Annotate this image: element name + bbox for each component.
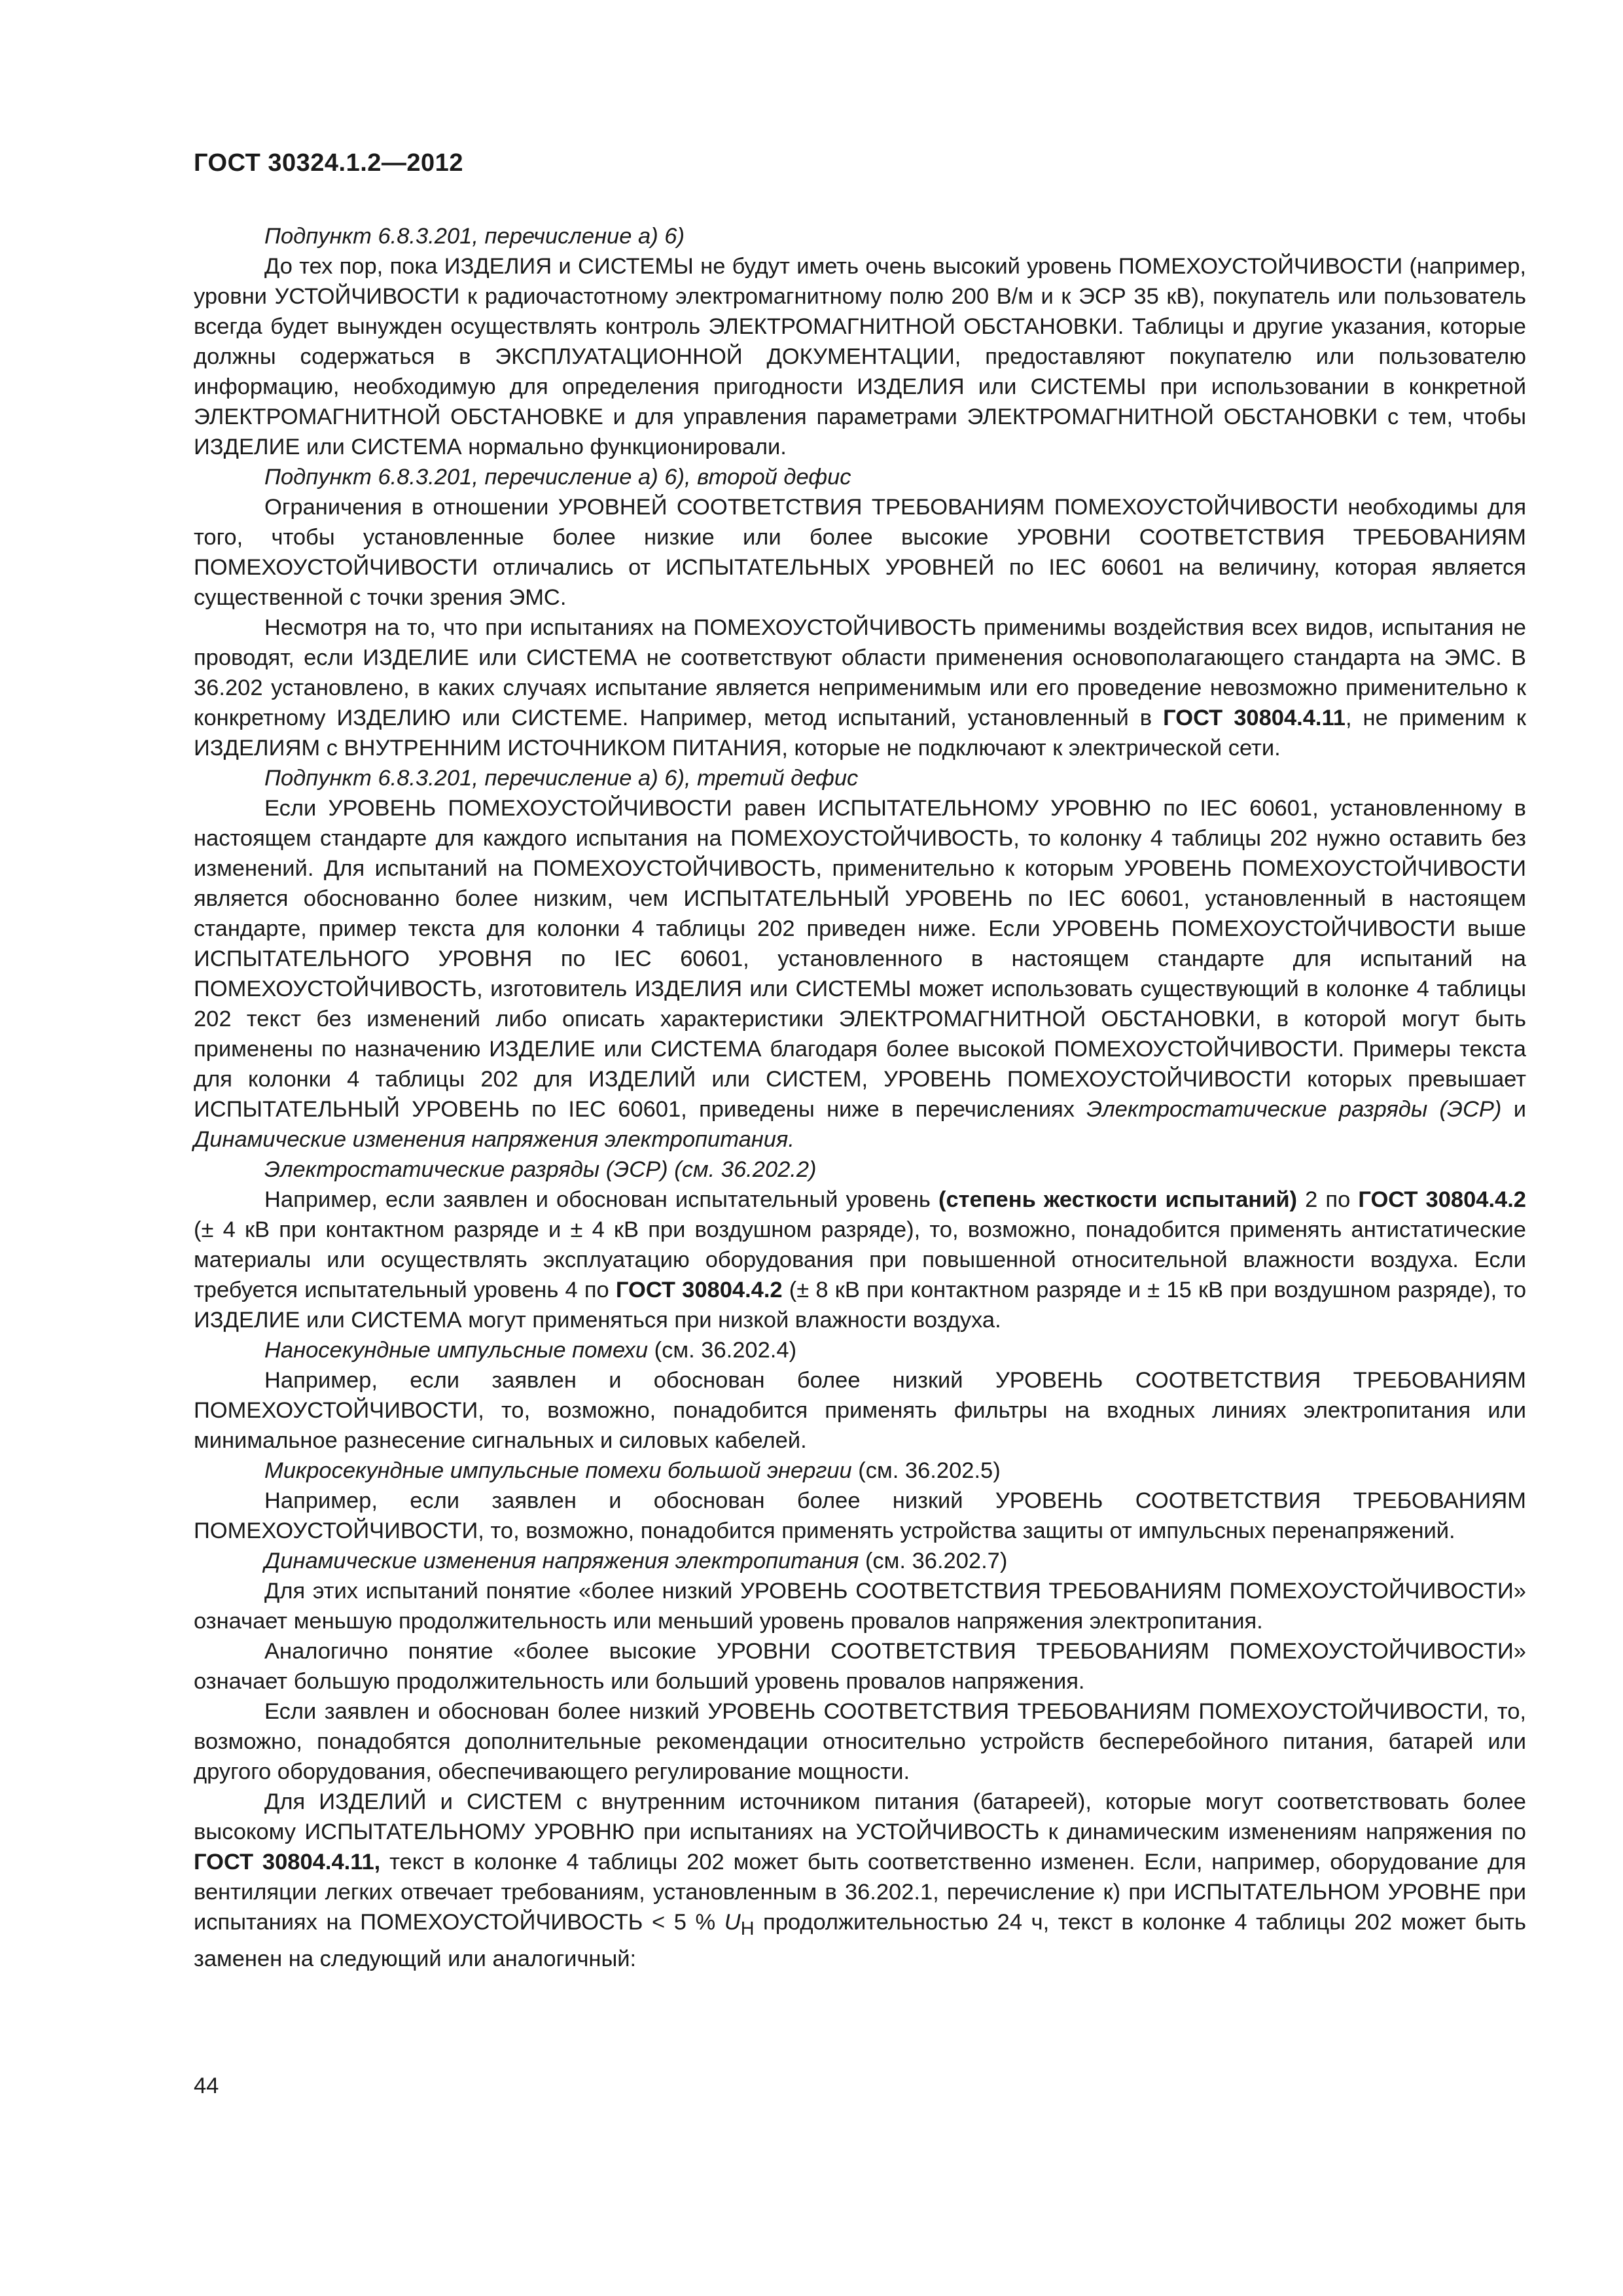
paragraph: Например, если заявлен и обоснован более низкий УРОВЕНЬ СООТВЕТСТВИЯ ТРЕБОВАНИЯМ ПОМЕХОУСТОЙЧИВОСТИ, то, возможно, понадобится применять устройства защиты от импульсных перенапряжений. bbox=[194, 1488, 1526, 1543]
heading-ref: (см. 36.202.4) bbox=[648, 1338, 797, 1363]
text-run: текст в колонке 4 таблицы 202 может быть соответственно изменен. Если, например, оборудование для вентиляции легких отвечает требованиям, установленным в 36.202.1, перечисление к) при ИСПЫТАТЕЛЬНОМ УРОВНЕ при испытаниях на ПОМЕХОУСТОЙЧИВОСТЬ < 5 % bbox=[194, 1850, 1526, 1935]
paragraph bbox=[194, 1185, 1526, 1335]
italic-term: Электростатические разряды (ЭСР) bbox=[1086, 1097, 1502, 1122]
paragraph: Аналогично понятие «более высокие УРОВНИ СООТВЕТСТВИЯ ТРЕБОВАНИЯМ ПОМЕХОУСТОЙЧИВОСТИ» означает большую продолжительность или больший уровень провалов напряжения. bbox=[194, 1639, 1526, 1694]
voltage-subscript: H bbox=[740, 1918, 755, 1939]
section-heading bbox=[194, 1546, 1526, 1576]
standard-reference: ГОСТ 30804.4.11, bbox=[194, 1850, 381, 1874]
standard-reference: ГОСТ 30804.4.2 bbox=[615, 1278, 783, 1302]
text-run: Для ИЗДЕЛИЙ и СИСТЕМ с внутренним источником питания (батареей), которые могут соответствовать более высокому ИСПЫТАТЕЛЬНОМУ УРОВНЮ при испытаниях на УСТОЙЧИВОСТЬ к динамическим изменениям напряжения по bbox=[194, 1789, 1526, 1844]
text-run: Несмотря на то, что при испытаниях на ПОМЕХОУСТОЙЧИВОСТЬ применимы воздействия всех видов, испытания не проводят, если ИЗДЕЛИЕ или СИСТЕМА не соответствуют области применения основополагающего стандарта на ЭМС. В 36.202 установлено, в каких случаях испытание является неприменимым или его проведение невозможно применительно к конкретному ИЗДЕЛИЮ или СИСТЕМЕ. Например, метод испытаний, установленный в bbox=[194, 615, 1526, 730]
text-run: (± 8 кВ при контактном разряде и ± 15 кВ при воздушном разряде), то ИЗДЕЛИЕ или СИСТЕМА могут применяться при низкой влажности воздуха. bbox=[194, 1278, 1527, 1333]
text-run: и bbox=[1501, 1097, 1527, 1122]
section-heading: Подпункт 6.8.3.201, перечисление а) 6), третий дефис bbox=[264, 766, 859, 791]
paragraph: До тех пор, пока ИЗДЕЛИЯ и СИСТЕМЫ не будут иметь очень высокий уровень ПОМЕХОУСТОЙЧИВОСТИ (например, уровни УСТОЙЧИВОСТИ к радиочастотному электромагнитному полю 200 В/м и к ЭСР 35 кВ), покупатель или пользователь всегда будет вынужден осуществлять контроль ЭЛЕКТРОМАГНИТНОЙ ОБСТАНОВКИ. Таблицы и другие указания, которые должны содержаться в ЭКСПЛУАТАЦИОННОЙ ДОКУМЕНТАЦИИ, предоставляют покупателю или пользователю информацию, необходимую для определения пригодности ИЗДЕЛИЯ или СИСТЕМЫ при использовании в конкретной ЭЛЕКТРОМАГНИТНОЙ ОБСТАНОВКЕ и для управления параметрами ЭЛЕКТРОМАГНИТНОЙ ОБСТАНОВКИ с тем, чтобы ИЗДЕЛИЕ или СИСТЕМА нормально функционировали. bbox=[194, 254, 1526, 459]
heading-italic: Наносекундные импульсные помехи bbox=[264, 1338, 649, 1363]
text-run: Например, если заявлен и обоснован испытательный уровень bbox=[264, 1187, 938, 1212]
paragraph bbox=[194, 613, 1526, 763]
paragraph: Например, если заявлен и обоснован более низкий УРОВЕНЬ СООТВЕТСТВИЯ ТРЕБОВАНИЯМ ПОМЕХОУСТОЙЧИВОСТИ, то, возможно, понадобится применять фильтры на входных линиях электропитания или минимальное разнесение сигнальных и силовых кабелей. bbox=[194, 1368, 1526, 1453]
text-run: 2 по bbox=[1297, 1187, 1359, 1212]
paragraph bbox=[194, 1787, 1526, 1974]
paragraph: Ограничения в отношении УРОВНЕЙ СООТВЕТСТВИЯ ТРЕБОВАНИЯМ ПОМЕХОУСТОЙЧИВОСТИ необходимы для того, чтобы установленные более низкие или более высокие УРОВНИ СООТВЕТСТВИЯ ТРЕБОВАНИЯМ ПОМЕХОУСТОЙЧИВОСТИ отличались от ИСПЫТАТЕЛЬНЫХ УРОВНЕЙ по IEC 60601 на величину, которая является существенной с точки зрения ЭМС. bbox=[194, 495, 1526, 610]
bold-term: (степень жесткости испытаний) bbox=[938, 1187, 1298, 1212]
document-header: ГОСТ 30324.1.2—2012 bbox=[194, 149, 463, 177]
page-number: 44 bbox=[194, 2073, 219, 2098]
paragraph: Если заявлен и обоснован более низкий УРОВЕНЬ СООТВЕТСТВИЯ ТРЕБОВАНИЯМ ПОМЕХОУСТОЙЧИВОСТИ, то, возможно, понадобятся дополнительные рекомендации относительно устройств бесперебойного питания, батарей или другого оборудования, обеспечивающего регулирование мощности. bbox=[194, 1699, 1526, 1784]
text-run: (± 4 кВ при контактном разряде и ± 4 кВ при воздушном разряде), то, возможно, понадобится применять антистатические материалы или осуществлять эксплуатацию оборудования при повышенной относительной влажности воздуха. Если требуется испытательный уровень 4 по bbox=[194, 1217, 1526, 1302]
section-heading bbox=[194, 1456, 1526, 1486]
section-heading: Подпункт 6.8.3.201, перечисление а) 6), второй дефис bbox=[264, 465, 851, 490]
paragraph: Для этих испытаний понятие «более низкий УРОВЕНЬ СООТВЕТСТВИЯ ТРЕБОВАНИЯМ ПОМЕХОУСТОЙЧИВОСТИ» означает меньшую продолжительность или меньший уровень провалов напряжения электропитания. bbox=[194, 1579, 1526, 1634]
italic-term: Динамические изменения напряжения электропитания. bbox=[194, 1127, 794, 1152]
text-run: продолжительностью 24 ч, текст в колонке 4 таблицы 202 может быть заменен на следующий или аналогичный: bbox=[194, 1910, 1526, 1971]
heading-italic: Микросекундные импульсные помехи большой энергии bbox=[264, 1458, 852, 1483]
text-run: , не применим к ИЗДЕЛИЯМ с ВНУТРЕННИМ ИСТОЧНИКОМ ПИТАНИЯ, которые не подключают к электрической сети. bbox=[194, 706, 1526, 761]
heading-ref: (см. 36.202.7) bbox=[859, 1549, 1008, 1573]
section-heading bbox=[194, 1335, 1526, 1365]
section-heading: Электростатические разряды (ЭСР) (см. 36.202.2) bbox=[264, 1157, 817, 1182]
voltage-symbol: U bbox=[724, 1910, 741, 1935]
standard-reference: ГОСТ 30804.4.11 bbox=[1163, 706, 1346, 730]
heading-italic: Динамические изменения напряжения электропитания bbox=[264, 1549, 859, 1573]
section-heading: Подпункт 6.8.3.201, перечисление а) 6) bbox=[264, 224, 685, 249]
paragraph bbox=[194, 793, 1526, 1155]
text-run: Если УРОВЕНЬ ПОМЕХОУСТОЙЧИВОСТИ равен ИСПЫТАТЕЛЬНОМУ УРОВНЮ по IEC 60601, установленному в настоящем стандарте для каждого испытания на ПОМЕХОУСТОЙЧИВОСТЬ, то колонку 4 таблицы 202 нужно оставить без изменений. Для испытаний на ПОМЕХОУСТОЙЧИВОСТЬ, применительно к которым УРОВЕНЬ ПОМЕХОУСТОЙЧИВОСТИ является обоснованно более низким, чем ИСПЫТАТЕЛЬНЫЙ УРОВЕНЬ по IEC 60601, установленный в настоящем стандарте, пример текста для колонки 4 таблицы 202 приведен ниже. Если УРОВЕНЬ ПОМЕХОУСТОЙЧИВОСТИ выше ИСПЫТАТЕЛЬНОГО УРОВНЯ по IEC 60601, установленного в настоящем стандарте для испытаний на ПОМЕХОУСТОЙЧИВОСТЬ, изготовитель ИЗДЕЛИЯ или СИСТЕМЫ может использовать существующий в колонке 4 таблицы 202 текст без изменений либо описать характеристики ЭЛЕКТРОМАГНИТНОЙ ОБСТАНОВКИ, в которой могут быть применены по назначению ИЗДЕЛИЕ или СИСТЕМА благодаря более высокой ПОМЕХОУСТОЙЧИВОСТИ. Примеры текста для колонки 4 таблицы 202 для ИЗДЕЛИЙ или СИСТЕМ, УРОВЕНЬ ПОМЕХОУСТОЙЧИВОСТИ которых превышает ИСПЫТАТЕЛЬНЫЙ УРОВЕНЬ по IEC 60601, приведены ниже в перечислениях bbox=[194, 796, 1526, 1122]
document-body bbox=[194, 221, 1526, 1974]
heading-ref: (см. 36.202.5) bbox=[851, 1458, 1001, 1483]
standard-reference: ГОСТ 30804.4.2 bbox=[1358, 1187, 1526, 1212]
